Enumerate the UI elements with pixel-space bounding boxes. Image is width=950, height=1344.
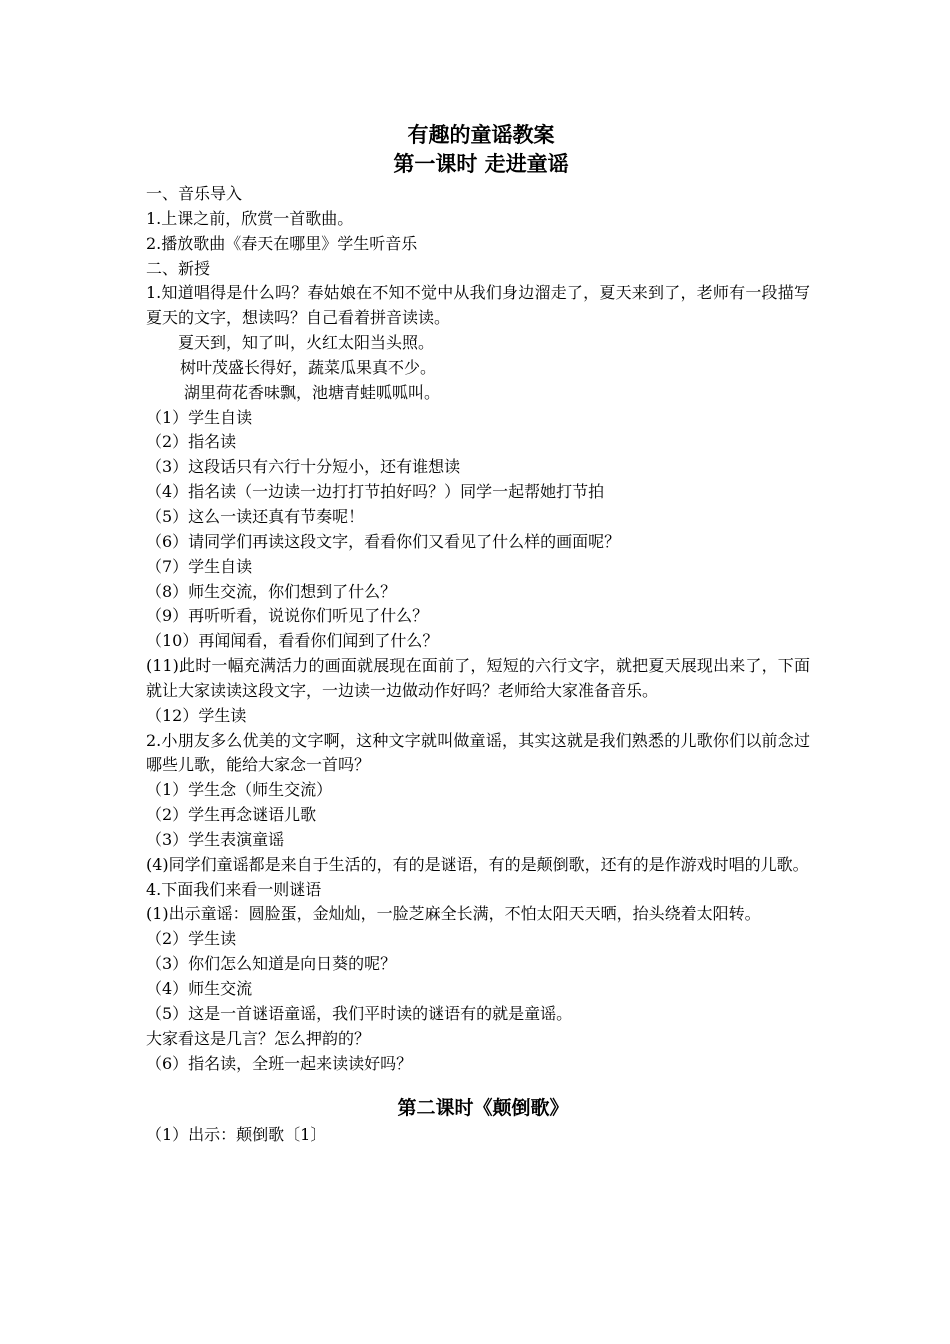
section-music-intro: 一、音乐导入 [146,184,243,203]
paragraph: 2.小朋友多么优美的文字啊，这种文字就叫做童谣，其实这就是我们熟悉的儿歌你们以前念过哪些儿歌，能给大家念一首吗？ [146,730,810,775]
list-item: (11)此时一幅充满活力的画面就展现在面前了，短短的六行文字，就把夏天展现出来了，下面就让大家读读这段文字，一边读一边做动作好吗？老师给大家准备音乐。 [146,656,810,700]
list-item: （3）学生表演童谣 [146,829,285,849]
paragraph: 2.播放歌曲《春天在哪里》学生听音乐 [146,233,418,253]
lesson-1-heading: 第一课时 走进童谣 [393,151,569,176]
poem-line: 树叶茂盛长得好，蔬菜瓜果真不少。 [180,357,437,377]
paragraph: 1.上课之前，欣赏一首歌曲。 [146,208,354,228]
lesson-2-heading: 第二课时《颠倒歌》 [397,1097,569,1120]
document-title: 有趣的童谣教案 [407,122,555,147]
paragraph: 4.下面我们来看一则谜语 [146,879,322,899]
list-item: （10）再闻闻看，看看你们闻到了什么？ [146,631,439,651]
document-body [146,120,810,1148]
poem-line: 夏天到，知了叫，火红太阳当头照。 [178,333,435,353]
list-item: （1）学生念（师生交流） [146,780,333,800]
list-item: (4)同学们童谣都是来自于生活的，有的是谜语，有的是颠倒歌，还有的是作游戏时唱的儿歌。 [146,854,809,874]
list-item: （6）指名读，全班一起来读读好吗？ [146,1053,413,1073]
list-item: （2）学生再念谜语儿歌 [146,805,317,825]
section-new-lesson: 二、新授 [146,258,211,278]
list-item: （5）这是一首谜语童谣，我们平时读的谜语有的就是童谣。 [146,1003,573,1023]
list-item: （9）再听听看，说说你们听见了什么？ [146,606,429,626]
list-item: （12）学生读 [146,705,247,725]
list-item: （3）这段话只有六行十分短小，还有谁想读 [146,457,461,477]
spacer [146,1076,810,1094]
list-item: （4）师生交流 [146,979,253,998]
list-item: （2）学生读 [146,929,237,949]
paragraph: 大家看这是几言？怎么押韵的？ [146,1028,371,1048]
list-item: （6）请同学们再读这段文字，看看你们又看见了什么样的画面呢？ [146,531,621,551]
list-item: （5）这么一读还真有节奏呢！ [146,506,365,526]
list-item: （4）指名读（一边读一边打打节拍好吗？）同学一起帮她打节拍 [146,482,605,502]
list-item: （2）指名读 [146,432,237,452]
poem-line: 湖里荷花香味飘，池塘青蛙呱呱叫。 [184,382,441,402]
list-item: （7）学生自读 [146,556,253,576]
list-item: （1）学生自读 [146,407,253,427]
list-item: （1）出示：颠倒歌〔1〕 [146,1125,327,1145]
list-item: (1)出示童谣：圆脸蛋，金灿灿，一脸芝麻全长满，不怕太阳天天晒，抬头绕着太阳转。 [146,904,761,924]
paragraph: 1.知道唱得是什么吗？春姑娘在不知不觉中从我们身边溜走了，夏天来到了，老师有一段描写夏天的文字，想读吗？自己看着拼音读读。 [146,283,810,328]
list-item: （8）师生交流，你们想到了什么？ [146,581,397,601]
list-item: （3）你们怎么知道是向日葵的呢？ [146,954,397,974]
